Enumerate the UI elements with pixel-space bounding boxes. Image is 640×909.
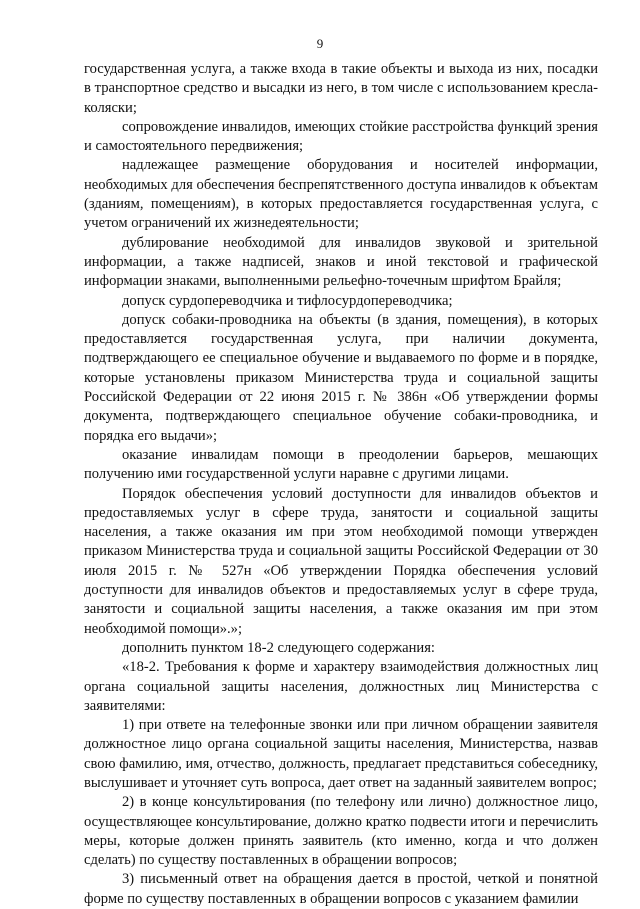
paragraph-amendment: дополнить пунктом 18-2 следующего содержания: xyxy=(122,639,435,656)
page-number: 9 xyxy=(316,36,324,51)
paragraph-assistance: оказание инвалидам помощи в преодолении барьеров, мешающих получению ими государственной услуги наравне с другими лицами. xyxy=(84,446,598,483)
paragraph-equipment: надлежащее размещение оборудования и носителей информации, необходимых для обеспечения беспрепятственного доступа инвалидов к объектам (зданиям, помещениям), в которых предоставляется государственная услуга, с учетом ограничений их жизнедеятельности; xyxy=(84,157,598,232)
paragraph-escort: сопровождение инвалидов, имеющих стойкие расстройства функций зрения и самостоятельного передвижения; xyxy=(84,118,598,155)
paragraph-sign-interpreter: допуск сурдопереводчика и тифлосурдопереводчика; xyxy=(122,292,453,309)
paragraph-item-18-2: «18-2. Требования к форме и характеру взаимодействия должностных лиц органа социальной защиты населения, должностных лиц Министерства с заявителями: xyxy=(84,659,598,714)
paragraph-subitem-1: 1) при ответе на телефонные звонки или при личном обращении заявителя должностное лицо органа социальной защиты населения, Министерства, назвав свою фамилию, имя, отчество, должность, предлагает представиться собеседнику, выслушивает и уточняет суть вопроса, дает ответ на заданный заявителем вопрос; xyxy=(84,717,598,791)
document-body xyxy=(84,60,598,909)
paragraph-guide-dog: допуск собаки-проводника на объекты (в здания, помещения), в которых предоставляется государственная услуга, при наличии документа, подтверждающего ее специальное обучение и выдаваемого по форме и в порядке, которые установлены приказом Министерства труда и социальной защиты Российской Федерации от 22 июня 2015 г. № 386н «Об утверждении формы документа, подтверждающего специальное обучение собаки-проводника, и порядка его выдачи»; xyxy=(84,311,598,444)
paragraph-continuation: государственная услуга, а также входа в такие объекты и выхода из них, посадки в транспортное средство и высадки из него, в том числе с использованием кресла-коляски; xyxy=(84,61,598,116)
paragraph-subitem-2: 2) в конце консультирования (по телефону или лично) должностное лицо, осуществляющее консультирование, должно кратко подвести итоги и перечислить меры, которые должен принять заявитель (кто именно, когда и что должен сделать) по существу поставленных в обращении вопросов; xyxy=(84,794,598,869)
paragraph-subitem-3: 3) письменный ответ на обращения дается в простой, четкой и понятной форме по существу поставленных в обращении вопросов с указанием фамилии xyxy=(84,871,598,907)
paragraph-duplication: дублирование необходимой для инвалидов звуковой и зрительной информации, а также надписей, знаков и иной текстовой и графической информации знаками, выполненными рельефно-точечным шрифтом Брайля; xyxy=(84,234,598,290)
paragraph-accessibility-order: Порядок обеспечения условий доступности для инвалидов объектов и предоставляемых услуг в сфере труда, занятости и социальной защиты населения, а также оказания им при этом необходимой помощи утвержден приказом Министерства труда и социальной защиты Российской Федерации от 30 июля 2015 г. № 527н «Об утверждении Порядка обеспечения условий доступности для инвалидов объектов и предоставляемых услуг в сфере труда, занятости и социальной защиты населения, а также оказания им при этом необходимой помощи».»; xyxy=(84,485,598,637)
